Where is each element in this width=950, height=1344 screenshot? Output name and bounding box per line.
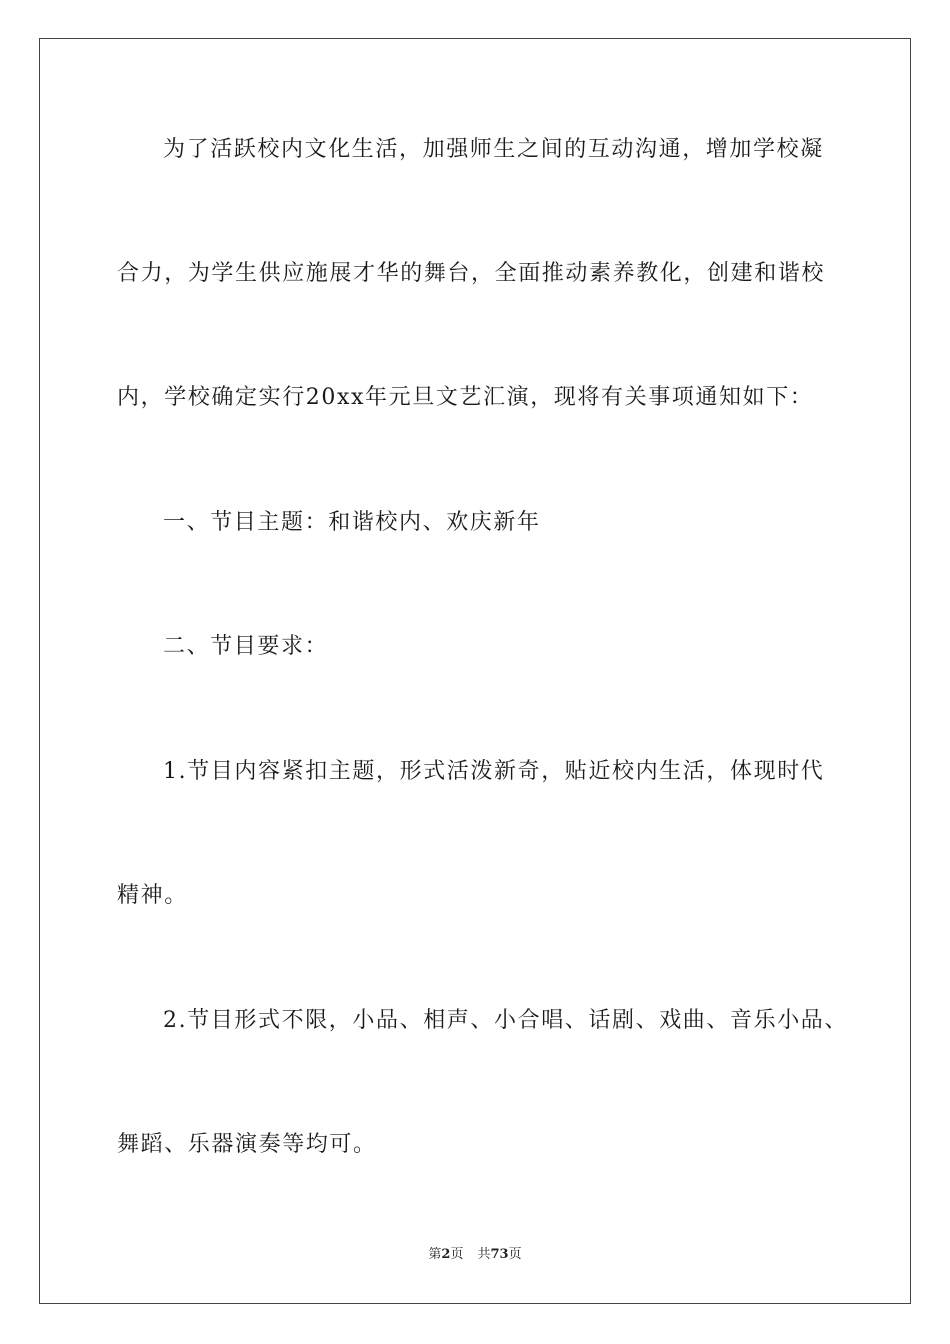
- requirement-1-line-1: 1.节目内容紧扣主题，形式活泼新奇，贴近校内生活，体现时代: [163, 759, 825, 784]
- total-suffix: 页: [508, 1247, 522, 1262]
- page-border: [39, 38, 911, 1304]
- total-pages: 73: [490, 1247, 509, 1262]
- page-suffix: 页: [450, 1247, 464, 1262]
- paragraph-intro-line-3: 内，学校确定实行20xx年元旦文艺汇演，现将有关事项通知如下：: [117, 385, 814, 410]
- page-number: 2: [441, 1247, 451, 1262]
- requirement-1-line-2: 精神。: [117, 883, 188, 908]
- page-footer: [0, 1245, 950, 1265]
- requirement-2-line-1: 2.节目形式不限，小品、相声、小合唱、话剧、戏曲、音乐小品、: [163, 1008, 848, 1033]
- total-prefix: 共: [477, 1247, 491, 1262]
- page-prefix: 第: [428, 1247, 442, 1262]
- section-requirements-heading: 二、节目要求：: [163, 634, 329, 659]
- section-theme: 一、节目主题：和谐校内、欢庆新年: [163, 510, 541, 535]
- paragraph-intro-line-1: 为了活跃校内文化生活，加强师生之间的互动沟通，增加学校凝: [163, 137, 824, 162]
- requirement-2-line-2: 舞蹈、乐器演奏等均可。: [117, 1132, 377, 1157]
- paragraph-intro-line-2: 合力，为学生供应施展才华的舞台，全面推动素养教化，创建和谐校: [117, 261, 826, 286]
